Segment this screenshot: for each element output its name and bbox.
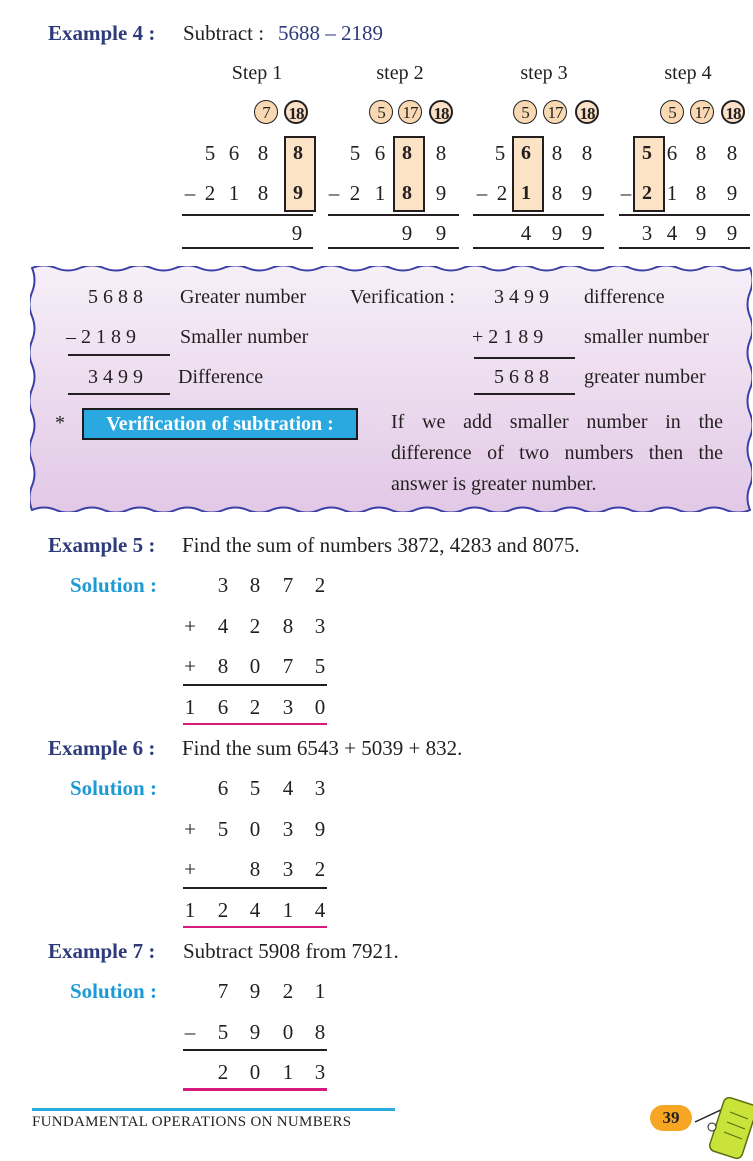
digit: 6 xyxy=(374,141,386,165)
digit: 8 xyxy=(217,654,229,678)
digit: 6 xyxy=(217,776,229,800)
answer-line xyxy=(328,214,459,216)
answer-line xyxy=(183,1049,327,1051)
footer-chapter-title: FUNDAMENTAL OPERATIONS ON NUMBERS xyxy=(32,1114,352,1130)
borrow-circle: 18 xyxy=(721,100,745,124)
digit: 8 xyxy=(314,1019,326,1044)
answer-line xyxy=(68,354,170,356)
operator-sign: + xyxy=(184,654,196,678)
borrow-circle: 5 xyxy=(369,100,393,124)
digit: 9 xyxy=(551,221,563,245)
digit: 4 xyxy=(217,613,229,638)
digit: 2 xyxy=(314,857,326,881)
verification-paragraph: If we add smaller number in the difference of two numbers then the answer is greater number. xyxy=(391,411,723,495)
answer-line xyxy=(183,887,327,889)
digit: 8 xyxy=(249,857,261,881)
pencil-mascot-icon xyxy=(690,1082,753,1161)
example-7-solution-label: Solution : xyxy=(70,979,157,1003)
verify-difference-label: difference xyxy=(584,286,665,308)
example-6-label: Example 6 : xyxy=(48,736,156,760)
digit: 9 xyxy=(249,979,261,1003)
smaller-number-value: – 2 1 8 9 xyxy=(66,326,136,348)
answer-line xyxy=(619,214,750,216)
digit: 8 xyxy=(249,573,261,597)
minus-sign: – xyxy=(328,181,340,205)
answer-line xyxy=(183,684,327,686)
borrow-circle: 5 xyxy=(660,100,684,124)
verify-smaller-value: + 2 1 8 9 xyxy=(472,326,544,348)
digit: 2 xyxy=(282,979,294,1003)
digit: 9 xyxy=(435,181,447,205)
digit: 4 xyxy=(520,221,532,245)
result-digit: 3 xyxy=(314,1060,326,1084)
example-4-expression: 5688 – 2189 xyxy=(278,21,383,45)
digit: 6 xyxy=(521,142,531,164)
borrow-circle: 17 xyxy=(543,100,567,124)
answer-line xyxy=(474,357,575,359)
digit: 3 xyxy=(641,221,653,245)
digit: 5 xyxy=(204,141,216,165)
result-underline xyxy=(183,1088,327,1091)
greater-number-label: Greater number xyxy=(180,286,307,308)
operator-sign: + xyxy=(184,857,196,881)
step-1-label: Step 1 xyxy=(231,62,283,84)
digit: 1 xyxy=(314,979,326,1003)
example-5-label: Example 5 : xyxy=(48,533,156,557)
answer-line xyxy=(328,247,459,249)
result-digit: 1 xyxy=(184,897,196,922)
digit: 8 xyxy=(257,181,269,205)
answer-line xyxy=(182,247,313,249)
digit: 3 xyxy=(314,613,326,638)
digit: 2 xyxy=(314,573,326,597)
digit: 2 xyxy=(249,613,261,638)
verify-difference-value: 3 4 9 9 xyxy=(494,286,549,308)
minus-sign: – xyxy=(476,181,488,205)
answer-line xyxy=(68,393,170,395)
digit: 0 xyxy=(249,816,261,841)
minus-sign: – xyxy=(184,181,196,205)
example-6-text: Find the sum 6543 + 5039 + 832. xyxy=(182,736,463,760)
digit: 4 xyxy=(666,221,678,245)
example-5-solution-label: Solution : xyxy=(70,573,157,597)
example-5-text: Find the sum of numbers 3872, 4283 and 8075. xyxy=(182,533,580,557)
digit: 7 xyxy=(217,979,229,1003)
verify-greater-value: 5 6 8 8 xyxy=(494,366,549,388)
digit: 3 xyxy=(282,857,294,881)
footer-rule xyxy=(32,1108,395,1111)
borrow-circle: 18 xyxy=(575,100,599,124)
digit: 9 xyxy=(726,181,738,205)
digit: 7 xyxy=(282,573,294,597)
verify-smaller-label: smaller number xyxy=(584,326,709,348)
digit: 5 xyxy=(217,816,229,841)
verification-heading-badge: Verification of subtration : xyxy=(82,408,358,440)
digit: 8 xyxy=(435,141,447,165)
bullet-star: * xyxy=(55,412,65,434)
result-digit: 0 xyxy=(314,694,326,719)
digit: 9 xyxy=(695,221,707,245)
digit: 8 xyxy=(726,141,738,165)
operator-sign: + xyxy=(184,613,196,638)
digit: 5 xyxy=(494,141,506,165)
result-digit: 1 xyxy=(282,897,294,922)
result-digit: 3 xyxy=(282,694,294,719)
digit: 8 xyxy=(402,182,412,204)
digit: 8 xyxy=(551,181,563,205)
greater-number-value: 5 6 8 8 xyxy=(88,286,143,308)
difference-label: Difference xyxy=(178,366,264,388)
digit: 8 xyxy=(551,141,563,165)
digit: 3 xyxy=(282,816,294,841)
example-4-label: Example 4 : xyxy=(48,21,156,45)
result-digit: 4 xyxy=(249,897,261,922)
minus-sign: – xyxy=(620,181,632,205)
digit: 5 xyxy=(249,776,261,800)
digit: 4 xyxy=(282,776,294,800)
page-number-badge: 39 xyxy=(650,1105,692,1131)
digit: 3 xyxy=(217,573,229,597)
borrow-circle: 18 xyxy=(429,100,453,124)
digit: 2 xyxy=(642,182,652,204)
answer-line xyxy=(182,214,313,216)
result-digit: 1 xyxy=(282,1060,294,1084)
step-3-label: step 3 xyxy=(520,62,568,84)
example-7-text: Subtract 5908 from 7921. xyxy=(183,939,399,963)
borrow-circle: 5 xyxy=(513,100,537,124)
digit: 0 xyxy=(249,654,261,678)
digit: 5 xyxy=(642,142,652,164)
example-4-prefix: Subtract : xyxy=(183,21,265,45)
result-digit: 6 xyxy=(217,694,229,719)
operator-sign: + xyxy=(184,816,196,841)
result-digit: 2 xyxy=(217,1060,229,1084)
digit: 7 xyxy=(282,654,294,678)
smaller-number-label: Smaller number xyxy=(180,326,309,348)
digit: 8 xyxy=(402,142,412,164)
verify-greater-label: greater number xyxy=(584,366,706,388)
result-digit: 2 xyxy=(217,897,229,922)
digit: 8 xyxy=(695,181,707,205)
digit: 9 xyxy=(293,182,303,204)
digit: 5 xyxy=(349,141,361,165)
answer-line xyxy=(474,393,575,395)
digit: 9 xyxy=(291,221,303,245)
borrow-circle: 18 xyxy=(284,100,308,124)
digit: 8 xyxy=(257,141,269,165)
borrow-circle: 17 xyxy=(690,100,714,124)
digit: 8 xyxy=(695,141,707,165)
result-digit: 2 xyxy=(249,694,261,719)
result-underline xyxy=(183,926,327,929)
digit: 5 xyxy=(217,1019,229,1044)
digit: 9 xyxy=(435,221,447,245)
operator-sign: – xyxy=(184,1019,196,1044)
digit: 1 xyxy=(521,182,531,204)
result-underline xyxy=(183,723,327,726)
answer-line xyxy=(473,247,604,249)
digit: 9 xyxy=(581,181,593,205)
borrow-circle: 17 xyxy=(398,100,422,124)
digit: 8 xyxy=(282,613,294,638)
answer-line xyxy=(473,214,604,216)
digit: 2 xyxy=(204,181,216,205)
verification-label: Verification : xyxy=(350,286,455,308)
digit: 3 xyxy=(314,776,326,800)
digit: 9 xyxy=(401,221,413,245)
digit: 2 xyxy=(349,181,361,205)
digit: 9 xyxy=(249,1019,261,1044)
example-7-label: Example 7 : xyxy=(48,939,156,963)
digit: 9 xyxy=(726,221,738,245)
digit: 1 xyxy=(374,181,386,205)
result-digit: 1 xyxy=(184,694,196,719)
result-digit: 4 xyxy=(314,897,326,922)
digit: 0 xyxy=(282,1019,294,1044)
digit: 9 xyxy=(581,221,593,245)
digit: 8 xyxy=(581,141,593,165)
step-2-label: step 2 xyxy=(376,62,424,84)
answer-line xyxy=(619,247,750,249)
step-4-label: step 4 xyxy=(664,62,712,84)
digit: 8 xyxy=(293,142,303,164)
digit: 1 xyxy=(228,181,240,205)
result-digit: 0 xyxy=(249,1060,261,1084)
example-6-solution-label: Solution : xyxy=(70,776,157,800)
digit: 6 xyxy=(666,141,678,165)
borrow-circle: 7 xyxy=(254,100,278,124)
digit: 1 xyxy=(666,181,678,205)
digit: 9 xyxy=(314,816,326,841)
digit: 2 xyxy=(496,181,508,205)
digit: 6 xyxy=(228,141,240,165)
difference-value: 3 4 9 9 xyxy=(88,366,143,388)
digit: 5 xyxy=(314,654,326,678)
